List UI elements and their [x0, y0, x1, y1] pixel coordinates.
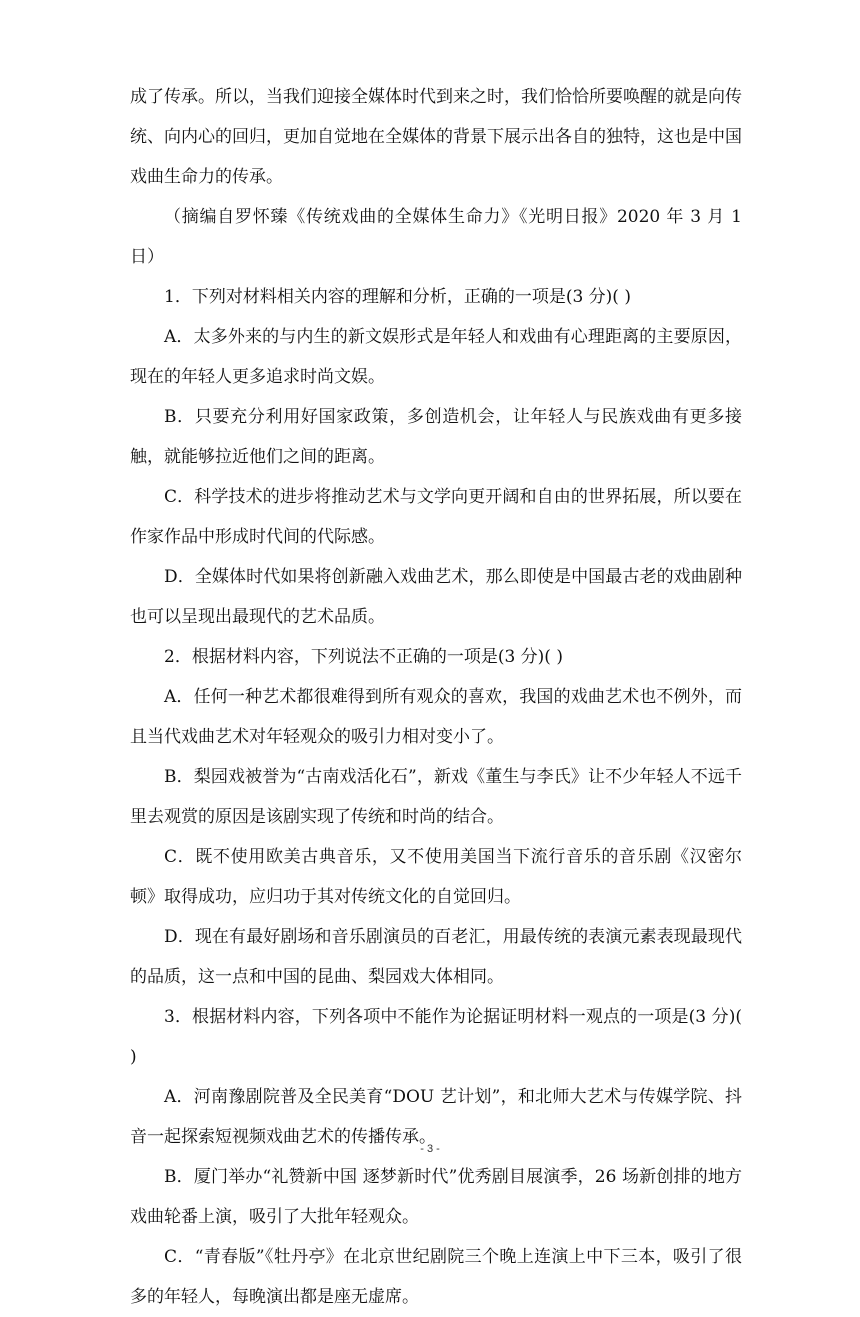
question-3-option-a: A．河南豫剧院普及全民美育“DOU 艺计划”，和北师大艺术与传媒学院、抖音一起探索短视频戏曲艺术的传播传承。 [130, 1087, 742, 1147]
question-1-option-b: B．只要充分利用好国家政策，多创造机会，让年轻人与民族戏曲有更多接触，就能够拉近他们之间的距离。 [130, 407, 742, 467]
question-1-option-d: D．全媒体时代如果将创新融入戏曲艺术，那么即使是中国最古老的戏曲剧种也可以呈现出最现代的艺术品质。 [130, 567, 742, 627]
question-3: 3．根据材料内容，下列各项中不能作为论据证明材料一观点的一项是(3 分)( ) [130, 1007, 742, 1067]
question-2-option-a: A．任何一种艺术都很难得到所有观众的喜欢，我国的戏曲艺术也不例外，而且当代戏曲艺术对年轻观众的吸引力相对变小了。 [130, 687, 742, 747]
question-2-option-d: D．现在有最好剧场和音乐剧演员的百老汇，用最传统的表演元素表现最现代的品质，这一点和中国的昆曲、梨园戏大体相同。 [130, 927, 742, 987]
question-2: 2．根据材料内容，下列说法不正确的一项是(3 分)( ) [164, 647, 563, 667]
question-1-option-c: C．科学技术的进步将推动艺术与文学向更开阔和自由的世界拓展，所以要在作家作品中形成时代间的代际感。 [130, 487, 742, 547]
question-3-option-b: B．厦门举办“礼赞新中国 逐梦新时代”优秀剧目展演季，26 场新创排的地方戏曲轮番上演，吸引了大批年轻观众。 [130, 1167, 742, 1227]
question-1: 1．下列对材料相关内容的理解和分析，正确的一项是(3 分)( ) [164, 287, 631, 307]
source-citation: （摘编自罗怀臻《传统戏曲的全媒体生命力》《光明日报》2020 年 3 月 1 日） [130, 207, 742, 267]
question-2-option-c: C．既不使用欧美古典音乐，又不使用美国当下流行音乐的音乐剧《汉密尔顿》取得成功，应归功于其对传统文化的自觉回归。 [130, 847, 742, 907]
question-2-option-b: B．梨园戏被誉为“古南戏活化石”，新戏《董生与李氏》让不少年轻人不远千里去观赏的原因是该剧实现了传统和时尚的结合。 [130, 767, 742, 827]
question-1-option-a: A．太多外来的与内生的新文娱形式是年轻人和戏曲有心理距离的主要原因，现在的年轻人更多追求时尚文娱。 [130, 327, 742, 387]
body-text [130, 77, 742, 1317]
question-3-option-c: C．“青春版”《牡丹亭》在北京世纪剧院三个晚上连演上中下三本，吸引了很多的年轻人，每晚演出都是座无虚席。 [130, 1247, 742, 1307]
paragraph-continuation: 成了传承。所以，当我们迎接全媒体时代到来之时，我们恰恰所要唤醒的就是向传统、向内心的回归，更加自觉地在全媒体的背景下展示出各自的独特，这也是中国戏曲生命力的传承。 [130, 87, 742, 187]
page-number: - 3 - [420, 1143, 440, 1155]
